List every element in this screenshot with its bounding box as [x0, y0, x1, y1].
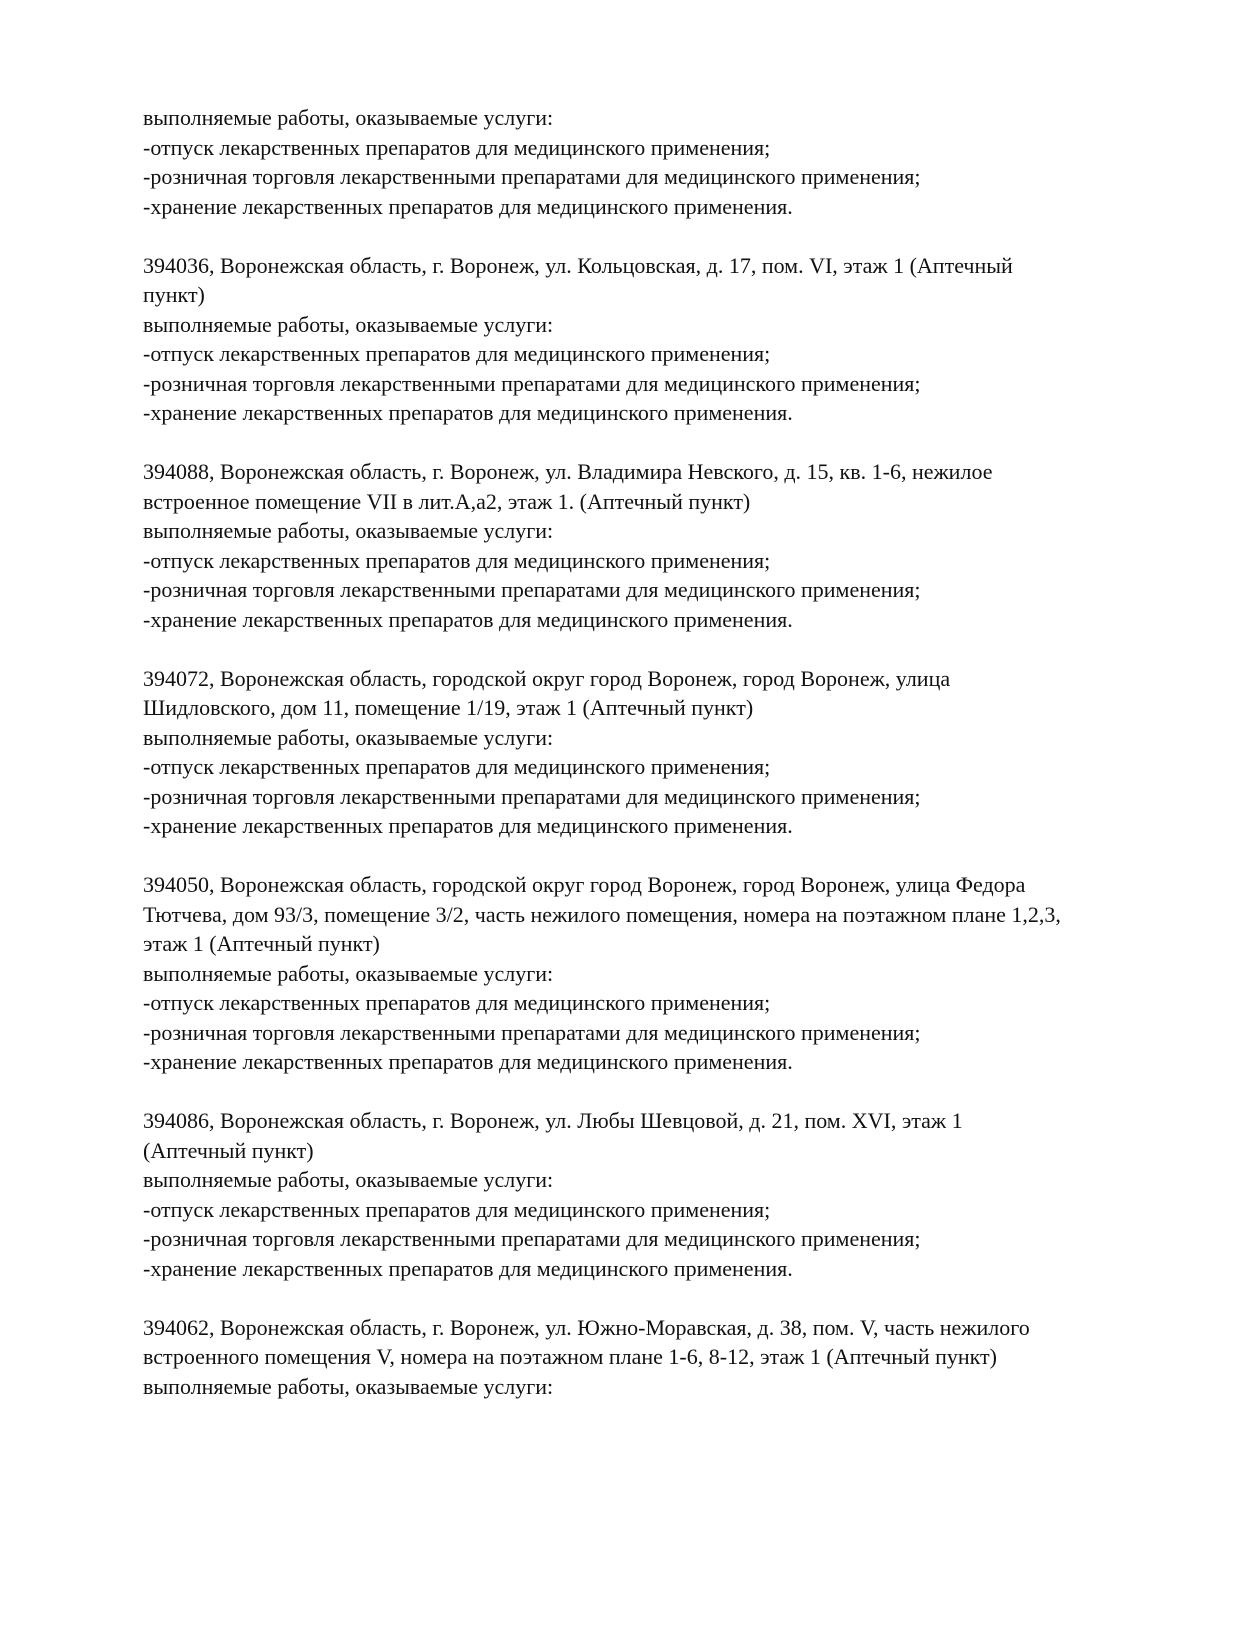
service-item: -розничная торговля лекарственными препаратами для медицинского применения;: [143, 370, 921, 396]
address-line: 394050, Воронежская область, городской округ город Воронеж, город Воронеж, улица Федора: [143, 872, 1026, 897]
paragraph-gap: [143, 221, 1153, 251]
services-label: выполняемые работы, оказываемые услуги:: [143, 960, 554, 986]
address-line: 394036, Воронежская область, г. Воронеж, ул. Кольцовская, д. 17, пом. VI, этаж 1 (Аптечный: [143, 252, 1013, 278]
address-line: 394088, Воронежская область, г. Воронеж, ул. Владимира Невского, д. 15, кв. 1-6, нежилое: [143, 459, 993, 484]
service-item: -отпуск лекарственных препаратов для медицинского применения;: [143, 754, 771, 779]
address-line: Шидловского, дом 11, помещение 1/19, этаж 1 (Аптечный пункт): [143, 695, 754, 720]
intro-services-block: [143, 103, 1153, 221]
service-item: -розничная торговля лекарственными препаратами для медицинского применения;: [143, 577, 921, 602]
service-item: -хранение лекарственных препаратов для медицинского применения.: [143, 1049, 793, 1074]
pharmacy-entry: [143, 870, 1153, 1077]
address-line: встроенное помещение VII в лит.А,а2, этаж 1. (Аптечный пункт): [143, 488, 751, 514]
paragraph-gap: [143, 1077, 1153, 1107]
service-item: -хранение лекарственных препаратов для медицинского применения.: [143, 1255, 793, 1281]
service-item: -отпуск лекарственных препаратов для медицинского применения;: [143, 341, 771, 366]
pharmacy-entry: [143, 1106, 1153, 1283]
paragraph-gap: [143, 428, 1153, 458]
services-label: выполняемые работы, оказываемые услуги:: [143, 518, 554, 543]
service-item: -розничная торговля лекарственными препаратами для медицинского применения;: [143, 164, 921, 189]
service-item: -отпуск лекарственных препаратов для медицинского применения;: [143, 1196, 771, 1222]
service-item: -отпуск лекарственных препаратов для медицинского применения;: [143, 134, 771, 160]
services-label: выполняемые работы, оказываемые услуги:: [143, 1167, 554, 1192]
address-line: Тютчева, дом 93/3, помещение 3/2, часть нежилого помещения, номера на поэтажном плане 1,2,3,: [143, 901, 1061, 927]
address-line: пункт): [143, 282, 205, 307]
paragraph-gap: [143, 634, 1153, 664]
pharmacy-entry: [143, 251, 1153, 428]
services-label: выполняемые работы, оказываемые услуги:: [143, 1373, 554, 1399]
address-line: встроенного помещения V, номера на поэтажном плане 1-6, 8-12, этаж 1 (Аптечный пункт): [143, 1344, 997, 1369]
service-item: -розничная торговля лекарственными препаратами для медицинского применения;: [143, 783, 921, 809]
document-text: [143, 103, 1153, 1401]
service-item: -отпуск лекарственных препаратов для медицинского применения;: [143, 990, 771, 1015]
service-item: -розничная торговля лекарственными препаратами для медицинского применения;: [143, 1226, 921, 1251]
address-line: 394072, Воронежская область, городской округ город Воронеж, город Воронеж, улица: [143, 665, 951, 691]
address-line: этаж 1 (Аптечный пункт): [143, 931, 380, 956]
service-item: -хранение лекарственных препаратов для медицинского применения.: [143, 193, 793, 219]
address-line: 394086, Воронежская область, г. Воронеж, ул. Любы Шевцовой, д. 21, пом. XVI, этаж 1: [143, 1108, 963, 1133]
service-item: -хранение лекарственных препаратов для медицинского применения.: [143, 400, 793, 425]
service-item: -розничная торговля лекарственными препаратами для медицинского применения;: [143, 1019, 921, 1045]
address-line: (Аптечный пункт): [143, 1137, 314, 1163]
address-line: 394062, Воронежская область, г. Воронеж, ул. Южно-Моравская, д. 38, пом. V, часть нежилого: [143, 1314, 1030, 1340]
pharmacy-entry: [143, 1313, 1153, 1402]
service-item: -хранение лекарственных препаратов для медицинского применения.: [143, 813, 793, 838]
services-label: выполняемые работы, оказываемые услуги:: [143, 311, 554, 337]
paragraph-gap: [143, 841, 1153, 871]
pharmacy-entry: [143, 664, 1153, 841]
services-label: выполняемые работы, оказываемые услуги:: [143, 724, 554, 750]
services-label: выполняемые работы, оказываемые услуги:: [143, 105, 554, 130]
paragraph-gap: [143, 1283, 1153, 1313]
pharmacy-entry: [143, 457, 1153, 634]
service-item: -отпуск лекарственных препаратов для медицинского применения;: [143, 547, 771, 573]
service-item: -хранение лекарственных препаратов для медицинского применения.: [143, 606, 793, 632]
